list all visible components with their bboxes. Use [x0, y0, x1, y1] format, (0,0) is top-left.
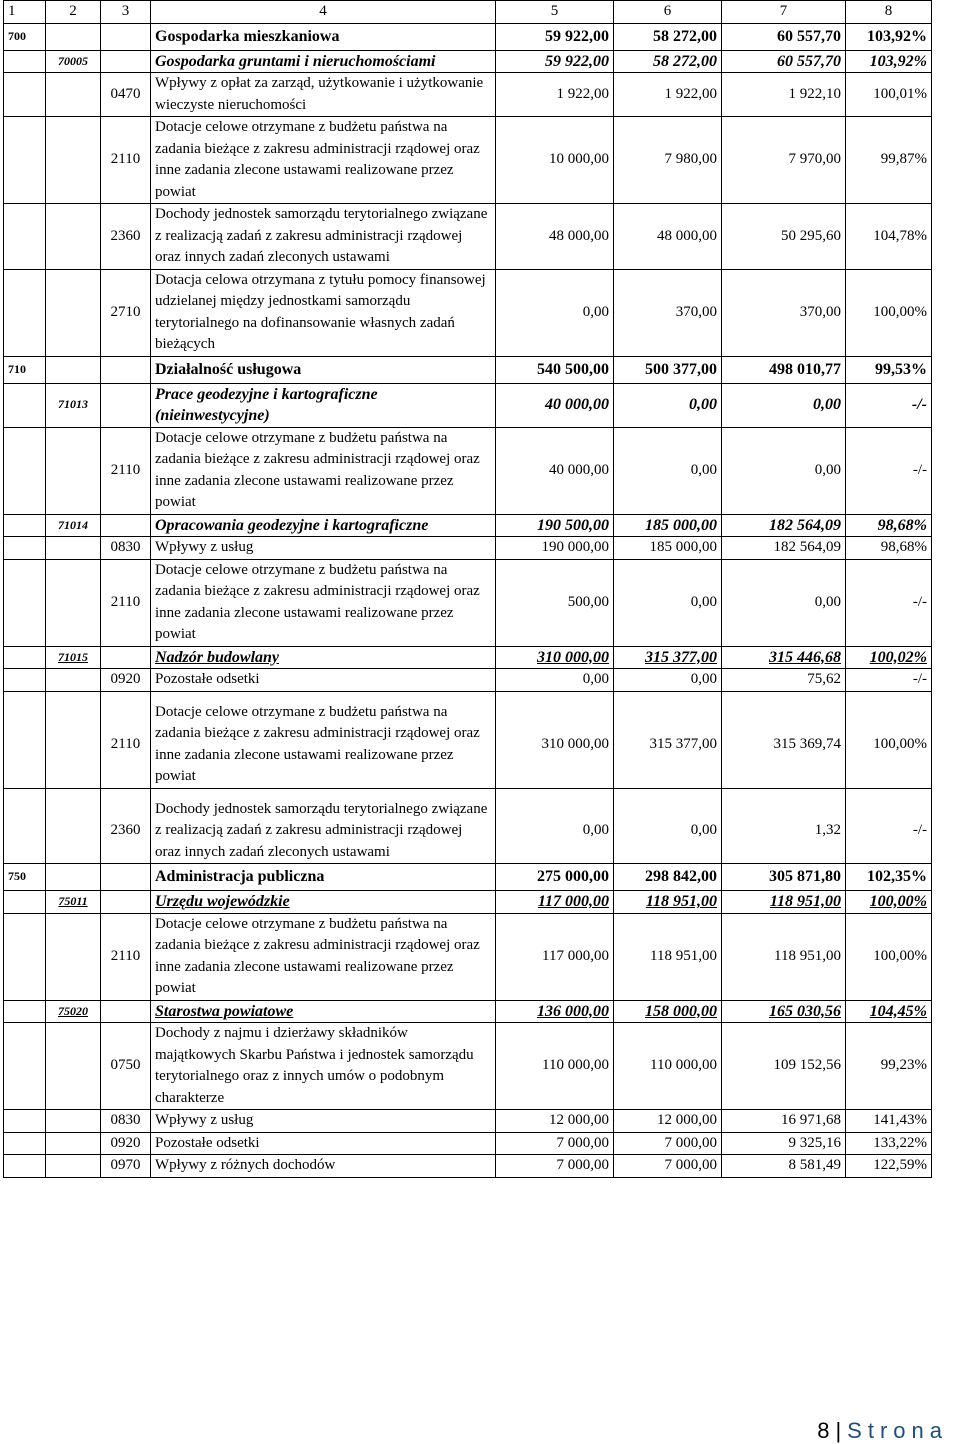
- dzial-code: [4, 73, 46, 117]
- dzial-code: [4, 1023, 46, 1110]
- plan-value: 110 000,00: [496, 1023, 614, 1110]
- item-name: Gospodarka gruntami i nieruchomościami: [151, 50, 496, 73]
- plan-value: 117 000,00: [496, 913, 614, 1000]
- header-col-4: 4: [151, 1, 496, 24]
- dzial-code: [4, 788, 46, 864]
- plan-value: 500,00: [496, 559, 614, 646]
- table-row: [4, 204, 932, 270]
- dzial-code: 710: [4, 356, 46, 383]
- executed-value: 305 871,80: [722, 864, 846, 891]
- item-name: Nadzór budowlany: [151, 646, 496, 669]
- dzial-code: [4, 1110, 46, 1133]
- footer-word: Strona: [847, 1418, 948, 1443]
- chapter-row: [4, 514, 932, 537]
- after-changes-value: 158 000,00: [614, 1000, 722, 1023]
- plan-value: 310 000,00: [496, 691, 614, 788]
- item-name: Prace geodezyjne i kartograficzne (nieinwestycyjne): [151, 383, 496, 427]
- paragraf-code: [101, 864, 151, 891]
- percent-value: -/-: [846, 559, 932, 646]
- executed-value: 75,62: [722, 669, 846, 692]
- item-name: Starostwa powiatowe: [151, 1000, 496, 1023]
- item-name: Pozostałe odsetki: [151, 669, 496, 692]
- after-changes-value: 370,00: [614, 269, 722, 356]
- after-changes-value: 500 377,00: [614, 356, 722, 383]
- plan-value: 190 500,00: [496, 514, 614, 537]
- paragraf-code: [101, 514, 151, 537]
- item-name: Gospodarka mieszkaniowa: [151, 23, 496, 50]
- rozdzial-code: [46, 1132, 101, 1155]
- paragraf-code: [101, 50, 151, 73]
- percent-value: 100,00%: [846, 913, 932, 1000]
- executed-value: 0,00: [722, 427, 846, 514]
- item-name: Administracja publiczna: [151, 864, 496, 891]
- chapter-row: [4, 1000, 932, 1023]
- header-col-2: 2: [46, 1, 101, 24]
- plan-value: 0,00: [496, 669, 614, 692]
- after-changes-value: 118 951,00: [614, 913, 722, 1000]
- rozdzial-code: 75011: [46, 891, 101, 914]
- header-row: [4, 1, 932, 24]
- percent-value: 100,02%: [846, 646, 932, 669]
- paragraf-code: [101, 646, 151, 669]
- percent-value: 104,45%: [846, 1000, 932, 1023]
- after-changes-value: 48 000,00: [614, 204, 722, 270]
- dzial-code: [4, 1000, 46, 1023]
- plan-value: 12 000,00: [496, 1110, 614, 1133]
- section-row: [4, 356, 932, 383]
- plan-value: 117 000,00: [496, 891, 614, 914]
- dzial-code: [4, 514, 46, 537]
- rozdzial-code: [46, 117, 101, 204]
- after-changes-value: 58 272,00: [614, 23, 722, 50]
- plan-value: 310 000,00: [496, 646, 614, 669]
- paragraf-code: 0920: [101, 1132, 151, 1155]
- executed-value: 182 564,09: [722, 514, 846, 537]
- plan-value: 48 000,00: [496, 204, 614, 270]
- item-name: Dotacje celowe otrzymane z budżetu państwa na zadania bieżące z zakresu administracji rządowej oraz inne zadania zlecone ustawami realizowane przez powiat: [151, 559, 496, 646]
- chapter-row: [4, 50, 932, 73]
- percent-value: -/-: [846, 383, 932, 427]
- executed-value: 165 030,56: [722, 1000, 846, 1023]
- percent-value: 133,22%: [846, 1132, 932, 1155]
- dzial-code: [4, 427, 46, 514]
- dzial-code: [4, 204, 46, 270]
- paragraf-code: [101, 383, 151, 427]
- percent-value: 99,23%: [846, 1023, 932, 1110]
- rozdzial-code: [46, 559, 101, 646]
- rozdzial-code: [46, 356, 101, 383]
- dzial-code: [4, 383, 46, 427]
- table-row: [4, 1110, 932, 1133]
- percent-value: 103,92%: [846, 23, 932, 50]
- plan-value: 10 000,00: [496, 117, 614, 204]
- paragraf-code: [101, 1000, 151, 1023]
- paragraf-code: 2710: [101, 269, 151, 356]
- rozdzial-code: [46, 1023, 101, 1110]
- item-name: Opracowania geodezyjne i kartograficzne: [151, 514, 496, 537]
- table-row: [4, 559, 932, 646]
- paragraf-code: 0920: [101, 669, 151, 692]
- percent-value: 100,00%: [846, 269, 932, 356]
- executed-value: 0,00: [722, 383, 846, 427]
- after-changes-value: 185 000,00: [614, 514, 722, 537]
- item-name: Dotacje celowe otrzymane z budżetu państwa na zadania bieżące z zakresu administracji rządowej oraz inne zadania zlecone ustawami realizowane przez powiat: [151, 913, 496, 1000]
- paragraf-code: 0830: [101, 537, 151, 560]
- item-name: Dotacje celowe otrzymane z budżetu państwa na zadania bieżące z zakresu administracji rządowej oraz inne zadania zlecone ustawami realizowane przez powiat: [151, 117, 496, 204]
- table-row: [4, 788, 932, 864]
- plan-value: 7 000,00: [496, 1155, 614, 1178]
- percent-value: 100,00%: [846, 691, 932, 788]
- percent-value: 122,59%: [846, 1155, 932, 1178]
- plan-value: 7 000,00: [496, 1132, 614, 1155]
- dzial-code: [4, 913, 46, 1000]
- percent-value: 98,68%: [846, 514, 932, 537]
- header-col-5: 5: [496, 1, 614, 24]
- header-col-6: 6: [614, 1, 722, 24]
- executed-value: 370,00: [722, 269, 846, 356]
- paragraf-code: 2110: [101, 913, 151, 1000]
- table-row: [4, 73, 932, 117]
- rozdzial-code: [46, 864, 101, 891]
- paragraf-code: 2360: [101, 204, 151, 270]
- dzial-code: [4, 1132, 46, 1155]
- executed-value: 315 369,74: [722, 691, 846, 788]
- executed-value: 0,00: [722, 559, 846, 646]
- rozdzial-code: [46, 269, 101, 356]
- percent-value: 98,68%: [846, 537, 932, 560]
- after-changes-value: 12 000,00: [614, 1110, 722, 1133]
- dzial-code: 750: [4, 864, 46, 891]
- percent-value: 100,00%: [846, 891, 932, 914]
- percent-value: 104,78%: [846, 204, 932, 270]
- item-name: Wpływy z usług: [151, 1110, 496, 1133]
- header-col-3: 3: [101, 1, 151, 24]
- percent-value: 103,92%: [846, 50, 932, 73]
- executed-value: 9 325,16: [722, 1132, 846, 1155]
- chapter-row: [4, 383, 932, 427]
- executed-value: 8 581,49: [722, 1155, 846, 1178]
- item-name: Pozostałe odsetki: [151, 1132, 496, 1155]
- paragraf-code: 2110: [101, 691, 151, 788]
- paragraf-code: 2110: [101, 427, 151, 514]
- paragraf-code: [101, 891, 151, 914]
- header-col-1: 1: [4, 1, 46, 24]
- after-changes-value: 1 922,00: [614, 73, 722, 117]
- after-changes-value: 7 000,00: [614, 1155, 722, 1178]
- after-changes-value: 7 000,00: [614, 1132, 722, 1155]
- table-row: [4, 117, 932, 204]
- dzial-code: [4, 669, 46, 692]
- after-changes-value: 110 000,00: [614, 1023, 722, 1110]
- table-row: [4, 269, 932, 356]
- paragraf-code: 0750: [101, 1023, 151, 1110]
- executed-value: 60 557,70: [722, 50, 846, 73]
- plan-value: 40 000,00: [496, 427, 614, 514]
- item-name: Dotacja celowa otrzymana z tytułu pomocy finansowej udzielanej między jednostkami samorządu terytorialnego na dofinansowanie własnych zadań bieżących: [151, 269, 496, 356]
- paragraf-code: 0970: [101, 1155, 151, 1178]
- plan-value: 40 000,00: [496, 383, 614, 427]
- executed-value: 7 970,00: [722, 117, 846, 204]
- after-changes-value: 298 842,00: [614, 864, 722, 891]
- section-row: [4, 23, 932, 50]
- rozdzial-code: [46, 537, 101, 560]
- plan-value: 275 000,00: [496, 864, 614, 891]
- page-footer: [817, 1418, 948, 1444]
- rozdzial-code: [46, 73, 101, 117]
- budget-table: [3, 0, 932, 1178]
- executed-value: 182 564,09: [722, 537, 846, 560]
- plan-value: 59 922,00: [496, 23, 614, 50]
- plan-value: 540 500,00: [496, 356, 614, 383]
- percent-value: -/-: [846, 669, 932, 692]
- after-changes-value: 58 272,00: [614, 50, 722, 73]
- after-changes-value: 0,00: [614, 669, 722, 692]
- rozdzial-code: 71014: [46, 514, 101, 537]
- executed-value: 60 557,70: [722, 23, 846, 50]
- after-changes-value: 0,00: [614, 559, 722, 646]
- percent-value: 99,87%: [846, 117, 932, 204]
- percent-value: 141,43%: [846, 1110, 932, 1133]
- rozdzial-code: [46, 1110, 101, 1133]
- table-row: [4, 1155, 932, 1178]
- paragraf-code: 2110: [101, 559, 151, 646]
- item-name: Dotacje celowe otrzymane z budżetu państwa na zadania bieżące z zakresu administracji rządowej oraz inne zadania zlecone ustawami realizowane przez powiat: [151, 691, 496, 788]
- plan-value: 0,00: [496, 788, 614, 864]
- paragraf-code: 0470: [101, 73, 151, 117]
- rozdzial-code: [46, 788, 101, 864]
- after-changes-value: 118 951,00: [614, 891, 722, 914]
- rozdzial-code: 71015: [46, 646, 101, 669]
- executed-value: 1 922,10: [722, 73, 846, 117]
- percent-value: 102,35%: [846, 864, 932, 891]
- chapter-row: [4, 646, 932, 669]
- table-row: [4, 537, 932, 560]
- chapter-row: [4, 891, 932, 914]
- dzial-code: [4, 537, 46, 560]
- executed-value: 118 951,00: [722, 891, 846, 914]
- percent-value: -/-: [846, 788, 932, 864]
- rozdzial-code: [46, 23, 101, 50]
- after-changes-value: 315 377,00: [614, 691, 722, 788]
- dzial-code: [4, 559, 46, 646]
- plan-value: 59 922,00: [496, 50, 614, 73]
- table-row: [4, 691, 932, 788]
- table-row: [4, 1132, 932, 1155]
- executed-value: 118 951,00: [722, 913, 846, 1000]
- rozdzial-code: [46, 669, 101, 692]
- dzial-code: [4, 891, 46, 914]
- header-col-7: 7: [722, 1, 846, 24]
- rozdzial-code: [46, 427, 101, 514]
- executed-value: 498 010,77: [722, 356, 846, 383]
- budget-table-body: [4, 1, 932, 1178]
- dzial-code: [4, 50, 46, 73]
- paragraf-code: 0830: [101, 1110, 151, 1133]
- plan-value: 0,00: [496, 269, 614, 356]
- rozdzial-code: 71013: [46, 383, 101, 427]
- item-name: Dochody z najmu i dzierżawy składników majątkowych Skarbu Państwa i jednostek samorządu terytorialnego oraz z innych umów o podobnym charakterze: [151, 1023, 496, 1110]
- percent-value: -/-: [846, 427, 932, 514]
- executed-value: 315 446,68: [722, 646, 846, 669]
- page-number: 8: [817, 1418, 830, 1443]
- item-name: Wpływy z różnych dochodów: [151, 1155, 496, 1178]
- footer-separator: |: [835, 1418, 842, 1443]
- item-name: Działalność usługowa: [151, 356, 496, 383]
- table-row: [4, 427, 932, 514]
- dzial-code: 700: [4, 23, 46, 50]
- dzial-code: [4, 646, 46, 669]
- item-name: Wpływy z opłat za zarząd, użytkowanie i użytkowanie wieczyste nieruchomości: [151, 73, 496, 117]
- percent-value: 100,01%: [846, 73, 932, 117]
- header-col-8: 8: [846, 1, 932, 24]
- dzial-code: [4, 269, 46, 356]
- item-name: Wpływy z usług: [151, 537, 496, 560]
- dzial-code: [4, 1155, 46, 1178]
- rozdzial-code: [46, 913, 101, 1000]
- executed-value: 50 295,60: [722, 204, 846, 270]
- after-changes-value: 7 980,00: [614, 117, 722, 204]
- paragraf-code: 2110: [101, 117, 151, 204]
- item-name: Dochody jednostek samorządu terytorialnego związane z realizacją zadań z zakresu administracji rządowej oraz innych zadań zleconych ustawami: [151, 204, 496, 270]
- after-changes-value: 185 000,00: [614, 537, 722, 560]
- after-changes-value: 0,00: [614, 383, 722, 427]
- plan-value: 190 000,00: [496, 537, 614, 560]
- after-changes-value: 315 377,00: [614, 646, 722, 669]
- plan-value: 136 000,00: [496, 1000, 614, 1023]
- table-row: [4, 913, 932, 1000]
- rozdzial-code: 75020: [46, 1000, 101, 1023]
- rozdzial-code: [46, 1155, 101, 1178]
- paragraf-code: [101, 356, 151, 383]
- after-changes-value: 0,00: [614, 427, 722, 514]
- item-name: Dotacje celowe otrzymane z budżetu państwa na zadania bieżące z zakresu administracji rządowej oraz inne zadania zlecone ustawami realizowane przez powiat: [151, 427, 496, 514]
- plan-value: 1 922,00: [496, 73, 614, 117]
- executed-value: 16 971,68: [722, 1110, 846, 1133]
- table-row: [4, 1023, 932, 1110]
- after-changes-value: 0,00: [614, 788, 722, 864]
- item-name: Dochody jednostek samorządu terytorialnego związane z realizacją zadań z zakresu administracji rządowej oraz innych zadań zleconych ustawami: [151, 788, 496, 864]
- section-row: [4, 864, 932, 891]
- dzial-code: [4, 117, 46, 204]
- dzial-code: [4, 691, 46, 788]
- table-row: [4, 669, 932, 692]
- paragraf-code: 2360: [101, 788, 151, 864]
- executed-value: 1,32: [722, 788, 846, 864]
- percent-value: 99,53%: [846, 356, 932, 383]
- executed-value: 109 152,56: [722, 1023, 846, 1110]
- rozdzial-code: 70005: [46, 50, 101, 73]
- rozdzial-code: [46, 691, 101, 788]
- paragraf-code: [101, 23, 151, 50]
- rozdzial-code: [46, 204, 101, 270]
- item-name: Urzędu wojewódzkie: [151, 891, 496, 914]
